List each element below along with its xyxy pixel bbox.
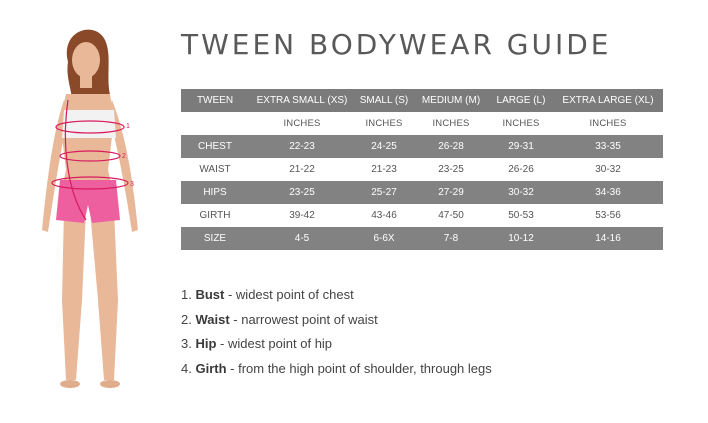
table-cell: 30-32 [595,164,621,175]
row-label: CHEST [198,141,232,152]
row-label: GIRTH [199,210,231,221]
table-row [181,227,663,250]
table-cell: 43-46 [371,210,397,221]
col-header: EXTRA SMALL (XS) [256,95,348,106]
table-cell: 23-25 [438,164,464,175]
unit-cell: INCHES [432,118,470,129]
table-cell: 30-32 [508,187,534,198]
marker-3: 3 [130,181,134,188]
unit-cell: INCHES [283,118,321,129]
definition-item: 4. Girth - from the high point of shoulder, through legs [181,360,492,376]
definition-term: Waist [195,311,230,327]
definition-term: Bust [195,287,225,302]
unit-cell: INCHES [365,118,403,129]
row-label: SIZE [203,233,227,244]
right-leg [90,210,118,380]
table-cell: 23-25 [289,187,315,198]
marker-1: 1 [126,123,130,130]
table-cell: 21-22 [289,164,315,175]
table-cell: 26-26 [508,164,534,175]
table-cell: 14-16 [595,233,621,244]
col-header: EXTRA LARGE (XL) [562,95,654,106]
col-header: MEDIUM (M) [421,95,481,106]
definition-item: 2. Waist - narrowest point of waist [181,311,378,327]
definition-desc: - from the high point of shoulder, through legs [226,360,492,376]
definition-term: Hip [195,336,217,351]
table-cell: 34-36 [595,187,621,198]
table-cell: 53-56 [595,210,621,221]
table-cell: 26-28 [438,141,464,152]
head [72,42,100,78]
units-row [181,112,663,135]
table-cell: 21-23 [371,164,397,175]
definition-item: 3. Hip - widest point of hip [181,336,333,351]
table-row [181,204,663,227]
unit-cell: INCHES [502,118,540,129]
definition-desc: - widest point of chest [224,287,354,302]
table-cell: 6-6X [373,233,395,244]
col-header: TWEEN [196,95,234,106]
model-illustration [20,20,160,400]
table-cell: 7-8 [443,233,459,244]
table-row [181,158,663,181]
table-cell: 33-35 [595,141,621,152]
definition-desc: - narrowest point of waist [229,311,378,327]
measurement-definitions [181,285,492,383]
size-chart-table [181,89,663,250]
table-header-row [181,89,663,112]
page-title: TWEEN BODYWEAR GUIDE [181,28,612,61]
col-header: SMALL (S) [359,95,409,106]
table-cell: 29-31 [508,141,534,152]
definition-term: Girth [195,360,227,376]
table-cell: 10-12 [508,233,534,244]
sports-top [62,110,116,138]
col-header: LARGE (L) [496,95,546,106]
table-cell: 25-27 [371,187,397,198]
model-figure [20,20,160,400]
table-cell: 50-53 [508,210,534,221]
marker-2: 2 [122,153,126,160]
unit-cell [181,112,249,135]
table-row [181,181,663,204]
left-leg [62,210,86,380]
row-label: HIPS [203,187,227,198]
shorts [56,180,120,223]
table-cell: 24-25 [371,141,397,152]
definition-desc: - widest point of hip [216,336,333,351]
definition-item: 1. Bust - widest point of chest [181,287,354,302]
table-cell: 22-23 [289,141,315,152]
table-row [181,135,663,158]
table-cell: 47-50 [438,210,464,221]
torso [60,94,114,188]
unit-cell: INCHES [589,118,627,129]
row-label: WAIST [199,164,231,175]
table-cell: 39-42 [289,210,315,221]
table-cell: 27-29 [438,187,464,198]
table-cell: 4-5 [294,233,310,244]
